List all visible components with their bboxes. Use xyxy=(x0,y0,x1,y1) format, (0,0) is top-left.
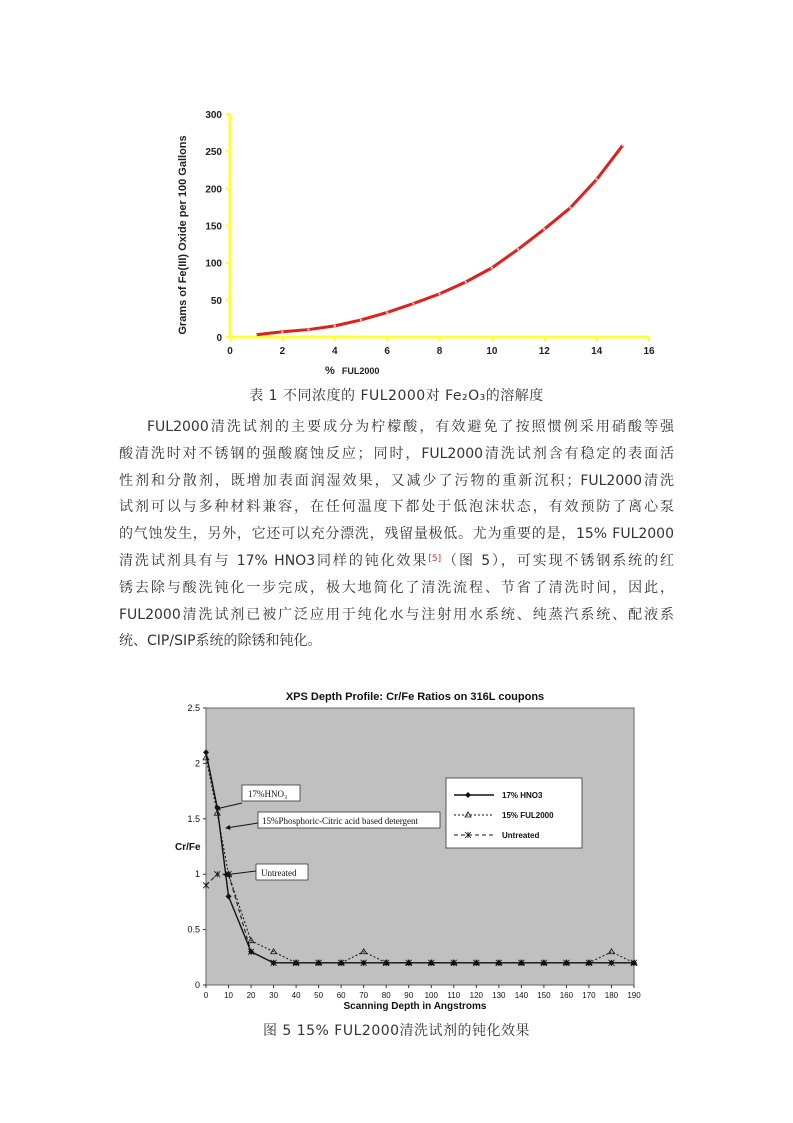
annotation-untreated-text: Untreated xyxy=(261,868,297,878)
x-tick-label: 120 xyxy=(469,991,483,1000)
caption-text: 表 1 不同浓度的 FUL2000对 Fe₂O₃的溶解度 xyxy=(249,388,544,404)
x-tick-label: 14 xyxy=(591,346,603,357)
reference-mark[interactable]: [5] xyxy=(428,553,442,564)
x-tick-label: 10 xyxy=(224,991,233,1000)
x-tick-label: 60 xyxy=(336,991,346,1000)
y-tick-label: 50 xyxy=(210,295,222,307)
figure-caption-1 xyxy=(0,385,793,405)
legend-label: 15% FUL2000 xyxy=(502,811,554,820)
y-axis-label: Cr/Fe xyxy=(175,842,201,853)
y-tick-label: 0 xyxy=(216,333,222,344)
x-tick-label: 0 xyxy=(227,346,233,357)
chart-legend xyxy=(446,778,582,848)
x-axis-label-unit: FUL2000 xyxy=(341,366,380,376)
xps-depth-chart xyxy=(150,683,650,1018)
x-tick-label: 2 xyxy=(279,346,286,357)
x-tick-label: 140 xyxy=(514,991,529,1000)
data-point xyxy=(334,325,336,327)
paragraph-line-4: 试剂可以与多种材料兼容，在任何温度下都处于低泡沫状态，有效预防了离心泵 xyxy=(119,499,674,516)
x-axis-label-prefix: % xyxy=(325,365,335,377)
data-point xyxy=(438,293,440,295)
legend-label: Untreated xyxy=(502,831,540,840)
data-point xyxy=(517,248,519,250)
data-point xyxy=(307,328,309,330)
data-point xyxy=(491,267,493,269)
data-point xyxy=(281,331,283,333)
paragraph-line-3: 性剂和分散剂，既增加表面润湿效果，又减少了污物的重新沉积；FUL2000清洗 xyxy=(119,472,674,489)
paragraph-line-1: FUL2000清洗试剂的主要成分为柠檬酸，有效避免了按照惯例采用硝酸等强 xyxy=(147,419,674,435)
data-point xyxy=(622,144,624,146)
annotation-hno3-text: 17%HNO₃ xyxy=(248,789,288,799)
annotation-detergent xyxy=(226,812,440,828)
line6-tail: （图 5），可实现不锈钢系统的红 xyxy=(441,552,674,569)
y-tick-label: 250 xyxy=(205,147,222,159)
paragraph-line-7: 锈去除与酸洗钝化一步完成，极大地简化了清洗流程、节省了清洗时间，因此， xyxy=(119,579,674,596)
chart-ticks xyxy=(205,110,655,357)
figure-caption-2 xyxy=(0,1020,793,1040)
data-point xyxy=(255,334,257,336)
x-tick-label: 90 xyxy=(404,991,414,1000)
x-tick-label: 12 xyxy=(538,346,550,357)
paragraph-line-9: 统、CIP/SIP系统的除锈和钝化。 xyxy=(119,633,322,650)
x-tick-label: 180 xyxy=(604,991,619,1000)
line6-head: 清洗试剂具有与 17% HNO3同样的钝化效果 xyxy=(119,552,429,569)
chart-axes xyxy=(230,114,649,337)
x-tick-label: 40 xyxy=(291,991,301,1000)
paragraph-line-8: FUL2000清洗试剂已被广泛应用于纯化水与注射用水系统、纯蒸汽系统、配液系 xyxy=(119,606,674,623)
data-point xyxy=(360,319,362,321)
x-tick-label: 100 xyxy=(424,991,438,1000)
caption-text: 图 5 15% FUL2000清洗试剂的钝化效果 xyxy=(262,1023,531,1039)
data-point xyxy=(412,302,414,304)
x-tick-label: 10 xyxy=(486,346,498,357)
x-tick-label: 50 xyxy=(314,991,324,1000)
annotation-detergent-text: 15%Phosphoric-Citric acid based detergent xyxy=(262,816,419,826)
x-tick-label: 150 xyxy=(537,991,551,1000)
x-tick-label: 170 xyxy=(582,991,596,1000)
paragraph-line-6 xyxy=(119,548,674,575)
y-tick-label: 0.5 xyxy=(187,924,200,935)
x-tick-label: 8 xyxy=(436,346,443,357)
y-tick-label: 200 xyxy=(205,184,222,196)
data-point xyxy=(543,228,545,230)
y-tick-label: 2 xyxy=(194,758,200,769)
x-tick-label: 0 xyxy=(203,991,209,1000)
x-tick-label: 30 xyxy=(269,991,279,1000)
y-tick-label: 2.5 xyxy=(187,703,200,713)
body-paragraph xyxy=(119,414,674,655)
data-point xyxy=(464,281,466,283)
x-tick-label: 20 xyxy=(246,991,256,1000)
data-point xyxy=(386,311,388,313)
x-tick-label: 70 xyxy=(359,991,369,1000)
x-tick-label: 80 xyxy=(381,991,391,1000)
x-tick-label: 130 xyxy=(492,991,506,1000)
y-tick-label: 1.5 xyxy=(187,813,200,824)
series-line xyxy=(256,145,623,335)
y-axis-label: Grams of Fe(III) Oxide per 100 Gallons xyxy=(177,135,189,335)
x-tick-label: 190 xyxy=(627,991,641,1000)
solubility-chart xyxy=(150,95,660,385)
y-tick-label: 1 xyxy=(194,869,200,880)
paragraph-line-2: 酸清洗时对不锈钢的强酸腐蚀反应；同时，FUL2000清洗试剂含有稳定的表面活 xyxy=(119,445,674,462)
y-tick-label: 300 xyxy=(205,110,222,121)
data-point xyxy=(595,178,597,180)
chart-title: XPS Depth Profile: Cr/Fe Ratios on 316L coupons xyxy=(285,691,545,703)
x-tick-label: 4 xyxy=(331,346,338,357)
data-point xyxy=(569,206,571,208)
x-tick-label: 6 xyxy=(384,346,390,357)
paragraph-line-5: 的气蚀发生，另外，它还可以充分漂洗，残留量极低。尤为重要的是，15% FUL2000 xyxy=(119,526,674,543)
legend-label: 17% HNO3 xyxy=(502,791,543,800)
x-tick-label: 160 xyxy=(559,991,574,1000)
chart-series xyxy=(255,144,624,336)
x-axis-label xyxy=(325,365,379,377)
x-tick-label: 110 xyxy=(447,991,461,1000)
x-axis-label: Scanning Depth in Angstroms xyxy=(343,1001,487,1012)
y-tick-label: 100 xyxy=(205,258,222,270)
y-tick-label: 150 xyxy=(205,221,222,233)
y-tick-label: 0 xyxy=(194,980,200,990)
x-tick-label: 16 xyxy=(643,346,655,357)
